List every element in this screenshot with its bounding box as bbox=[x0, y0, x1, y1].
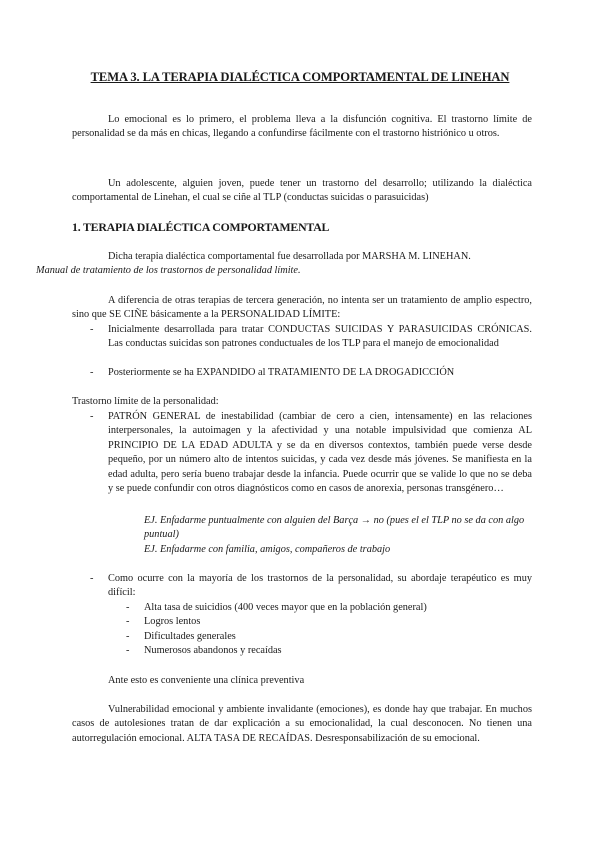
linehan-text: Dicha terapia dialéctica comportamental fue desarrollada por MARSHA M. LINEHAN. bbox=[108, 251, 471, 262]
bullet-dash: - bbox=[90, 573, 94, 584]
bullet-dash: - bbox=[90, 367, 94, 378]
bullet-dash: - bbox=[90, 411, 94, 422]
document-title: TEMA 3. LA TERAPIA DIALÉCTICA COMPORTAMENTAL DE LINEHAN bbox=[90, 70, 510, 84]
final-paragraph: Vulnerabilidad emocional y ambiente invalidante (emociones), es donde hay que trabajar. En muchos casos de autolesiones tratan de dar explicación a su emocionalidad, la cual desconocen. No tienen una autorregulación emocional. ALTA TASA DE RECAÍDAS. Desresponsabilización de su emocional. bbox=[72, 704, 532, 744]
bullet-item-drugs: Posteriormente se ha EXPANDIDO al TRATAMIENTO DE LA DROGADICCIÓN bbox=[108, 367, 455, 378]
sub-bullet-dash: - bbox=[126, 616, 130, 627]
intro-paragraph-1: Lo emocional es lo primero, el problema lleva a la disfunción cognitiva. El trastorno límite de personalidad se da más en chicas, llegando a confundirse fácilmente con el trastorno histriónico u otros. bbox=[72, 114, 532, 140]
third-gen-paragraph: A diferencia de otras terapias de tercera generación, no intenta ser un tratamiento de amplio espectro, sino que SE CIÑE básicamente a la PERSONALIDAD LÍMITE: bbox=[72, 295, 532, 321]
bullet-item-pattern: PATRÓN GENERAL de inestabilidad (cambiar de cero a cien, intensamente) en las relaciones interpersonales, la autoimagen y la afectividad y una notable impulsividad que comienza AL PRINCIPIO DE LA EDAD ADULTA y se da en diversos contextos, también puede verse desde pequeño, por un número alto de intentos suicidas, y cada vez desde más jóvenes. Se manifiesta en la edad adulta, pero sería bueno trabajar desde la infancia. Puede ocurrir que se valide lo que no se deba y se puede confundir con otros diagnósticos como en casos de anorexia, personas transgénero… bbox=[108, 411, 532, 495]
sub-item-suicide-rate: Alta tasa de suicidios (400 veces mayor que en la población general) bbox=[144, 602, 427, 613]
sub-bullet-dash: - bbox=[126, 602, 130, 613]
bullet-dash: - bbox=[90, 324, 94, 335]
sub-item-difficulties: Dificultades generales bbox=[144, 631, 236, 642]
example-2: EJ. Enfadarme con familia, amigos, compañeros de trabajo bbox=[144, 544, 391, 555]
bullet-item-approach: Como ocurre con la mayoría de los trastornos de la personalidad, su abordaje terapéutico es muy difícil: bbox=[108, 573, 532, 599]
sub-bullet-dash: - bbox=[126, 645, 130, 656]
example-1: EJ. Enfadarme puntualmente con alguien del Barça → no (pues el el TLP no se da con algo puntual) bbox=[144, 515, 525, 541]
sub-bullet-dash: - bbox=[126, 631, 130, 642]
bullet-item-suicidal: Inicialmente desarrollada para tratar CONDUCTAS SUICIDAS Y PARASUICIDAS CRÓNICAS. Las conductas suicidas son patrones conductuales de los TLP para el manejo de emocionalidad bbox=[108, 324, 532, 350]
tlp-label: Trastorno límite de la personalidad: bbox=[72, 396, 219, 407]
linehan-paragraph bbox=[36, 250, 532, 279]
preventive-clinic-note: Ante esto es conveniente una clínica preventiva bbox=[108, 675, 305, 686]
sub-item-slow-progress: Logros lentos bbox=[144, 616, 201, 627]
intro-paragraph-2: Un adolescente, alguien joven, puede tener un trastorno del desarrollo; utilizando la dialéctica comportamental de Linehan, el cual se ciñe al TLP (conductas suicidas o parasuicidas) bbox=[72, 178, 532, 204]
sub-item-dropouts: Numerosos abandonos y recaídas bbox=[144, 645, 282, 656]
section-heading: 1. TERAPIA DIALÉCTICA COMPORTAMENTAL bbox=[72, 220, 330, 234]
manual-title: Manual de tratamiento de los trastornos de personalidad límite. bbox=[36, 265, 301, 277]
